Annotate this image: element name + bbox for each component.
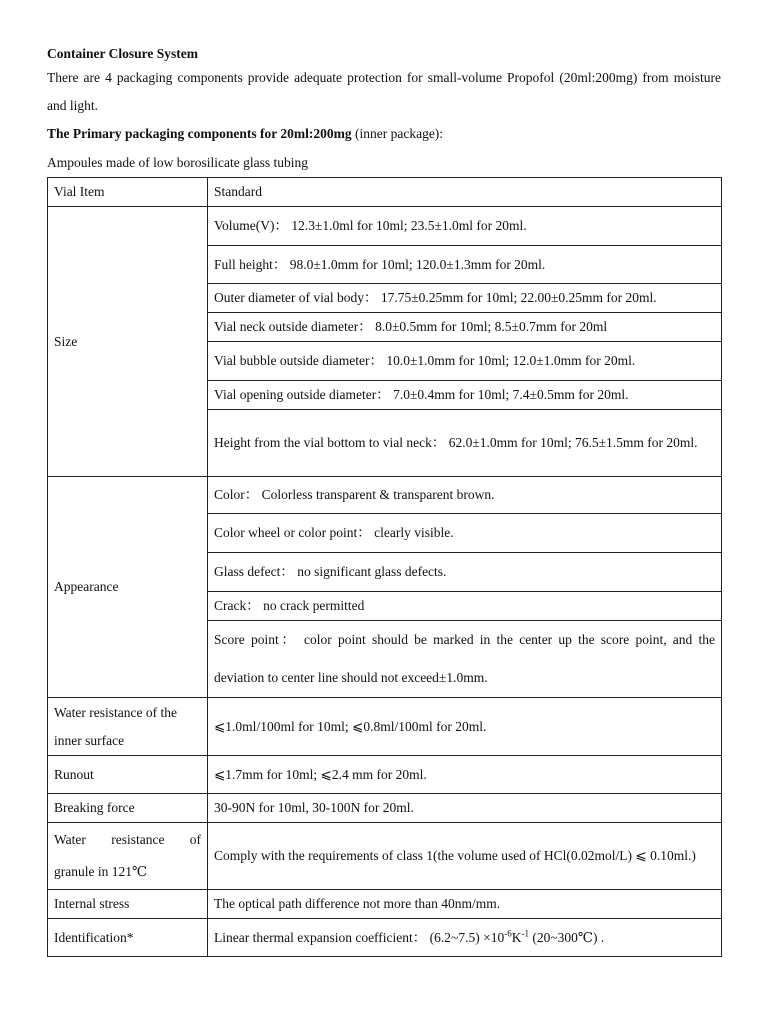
identification-label: Identification* [48,919,208,957]
table-row [48,794,722,823]
table-row [48,477,722,514]
table-row [48,756,722,794]
table-row [48,823,722,890]
identification-exp-1: -6 [504,928,512,938]
runout-label: Runout [48,756,208,794]
table-row [48,698,722,756]
size-neck-diameter: Vial neck outside diameter： 8.0±0.5mm for 10ml; 8.5±0.7mm for 20ml [208,313,722,342]
section-heading: Container Closure System [47,46,198,61]
appearance-label: Appearance [48,477,208,698]
table-row [48,919,722,957]
size-volume: Volume(V)： 12.3±1.0ml for 10ml; 23.5±1.0ml for 20ml. [208,207,722,246]
primary-packaging-rest: (inner package): [351,126,444,141]
table-row [48,890,722,919]
water-inner-value: ⩽1.0ml/100ml for 10ml; ⩽0.8ml/100ml for 20ml. [208,698,722,756]
breaking-force-label: Breaking force [48,794,208,823]
identification-value-post: (20~300℃) . [528,929,605,945]
internal-stress-value: The optical path difference not more than 40nm/mm. [208,890,722,919]
appearance-color: Color： Colorless transparent & transparent brown. [208,477,722,514]
table-header-row [48,178,722,207]
breaking-force-value: 30-90N for 10ml, 30-100N for 20ml. [208,794,722,823]
specification-table [47,177,722,957]
internal-stress-label: Internal stress [48,890,208,919]
water-granule-label [48,823,208,890]
size-full-height: Full height： 98.0±1.0mm for 10ml; 120.0±1.3mm for 20ml. [208,246,722,284]
primary-packaging-line [47,120,721,148]
appearance-color-wheel: Color wheel or color point： clearly visible. [208,514,722,553]
size-label: Size [48,207,208,477]
table-row [48,207,722,246]
size-opening-diameter: Vial opening outside diameter： 7.0±0.4mm for 10ml; 7.4±0.5mm for 20ml. [208,381,722,410]
water-granule-value: Comply with the requirements of class 1(the volume used of HCl(0.02mol/L) ⩽ 0.10ml.) [208,823,722,890]
runout-value: ⩽1.7mm for 10ml; ⩽2.4 mm for 20ml. [208,756,722,794]
size-height-to-neck: Height from the vial bottom to vial neck： 62.0±1.0mm for 10ml; 76.5±1.5mm for 20ml. [208,410,722,477]
size-outer-diameter: Outer diameter of vial body： 17.75±0.25mm for 10ml; 22.00±0.25mm for 20ml. [208,284,722,313]
identification-value [208,919,722,957]
water-granule-label-a: Water resistance of [54,832,201,847]
primary-packaging-bold: The Primary packaging components for 20ml:200mg [47,126,352,141]
identification-value-pre: Linear thermal expansion coefficient： (6.2~7.5) ×10 [214,929,505,945]
identification-unit-k: K [511,929,522,945]
water-granule-label-b: granule in 121℃ [54,864,148,879]
appearance-glass-defect: Glass defect： no significant glass defects. [208,553,722,592]
header-standard: Standard [208,178,722,207]
appearance-crack: Crack： no crack permitted [208,592,722,621]
ampoules-line: Ampoules made of low borosilicate glass tubing [47,155,308,170]
identification-exp-2: -1 [521,928,529,938]
appearance-score-point: Score point： color point should be marked in the center up the score point, and the deviation to center line should not exceed±1.0mm. [208,621,722,698]
water-inner-label: Water resistance of the inner surface [48,698,208,756]
header-vial-item: Vial Item [48,178,208,207]
size-bubble-diameter: Vial bubble outside diameter： 10.0±1.0mm for 10ml; 12.0±1.0mm for 20ml. [208,342,722,381]
intro-paragraph: There are 4 packaging components provide adequate protection for small-volume Propofol (20ml:200mg) from moisture and light. [47,70,721,113]
